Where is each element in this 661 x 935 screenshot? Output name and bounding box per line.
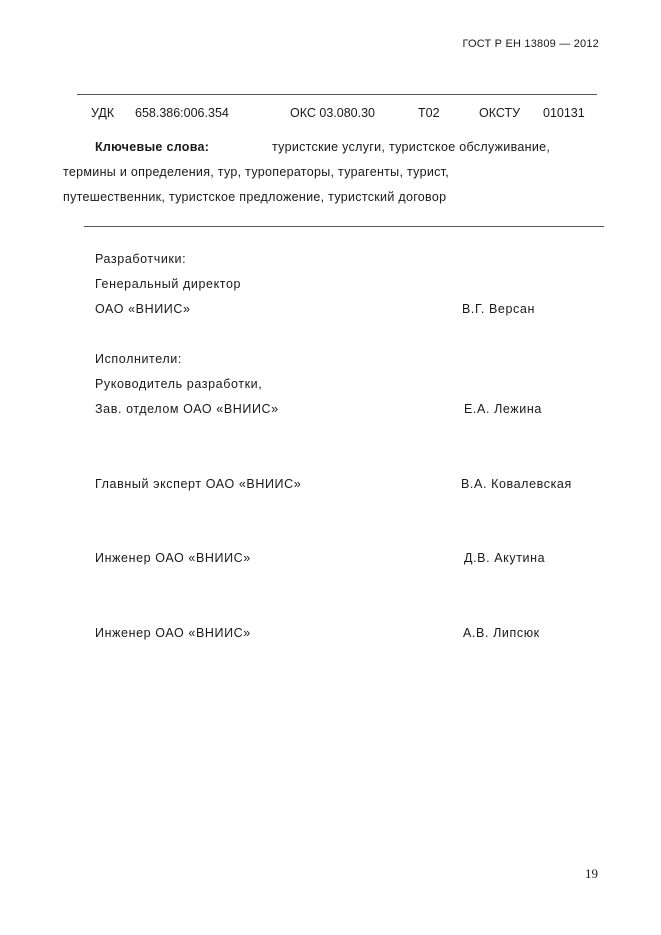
developers-heading: Разработчики: [95, 252, 187, 266]
okstu-label: ОКСТУ [479, 106, 521, 120]
developers-block [95, 247, 241, 322]
engineer-2-role: Инженер ОАО «ВНИИС» [95, 626, 251, 640]
udk-value: 658.386:006.354 [135, 106, 229, 120]
expert-name: В.А. Ковалевская [461, 477, 572, 491]
performers-role-2: Зав. отделом ОАО «ВНИИС» [95, 402, 279, 416]
performers-block [95, 347, 279, 422]
engineer-1-name: Д.В. Акутина [464, 551, 546, 565]
keywords-line-2: термины и определения, тур, туроператоры, турагенты, турист, [63, 165, 450, 179]
keywords-label: Ключевые слова: [95, 140, 210, 154]
top-divider [77, 94, 597, 95]
keywords-line-3: путешественник, туристское предложение, туристский договор [63, 190, 447, 204]
performers-role-1: Руководитель разработки, [95, 377, 263, 391]
performers-name: Е.А. Лежина [464, 402, 542, 416]
oks-code: ОКС 03.080.30 [290, 106, 375, 120]
performers-heading: Исполнители: [95, 352, 182, 366]
expert-role: Главный эксперт ОАО «ВНИИС» [95, 477, 302, 491]
developers-role: Генеральный директор [95, 277, 242, 291]
keywords-line-1: туристские услуги, туристское обслуживание, [272, 140, 551, 154]
engineer-1-role: Инженер ОАО «ВНИИС» [95, 551, 251, 565]
engineer-2-name: А.В. Липсюк [463, 626, 540, 640]
okstu-value: 010131 [543, 106, 585, 120]
bottom-divider [84, 226, 604, 227]
developers-name: В.Г. Версан [462, 302, 535, 316]
page-number: 19 [585, 866, 598, 881]
developers-org: ОАО «ВНИИС» [95, 302, 191, 316]
document-standard-header: ГОСТ Р ЕН 13809 — 2012 [462, 38, 599, 50]
udk-label: УДК [91, 106, 115, 120]
t-code: Т02 [418, 106, 440, 120]
